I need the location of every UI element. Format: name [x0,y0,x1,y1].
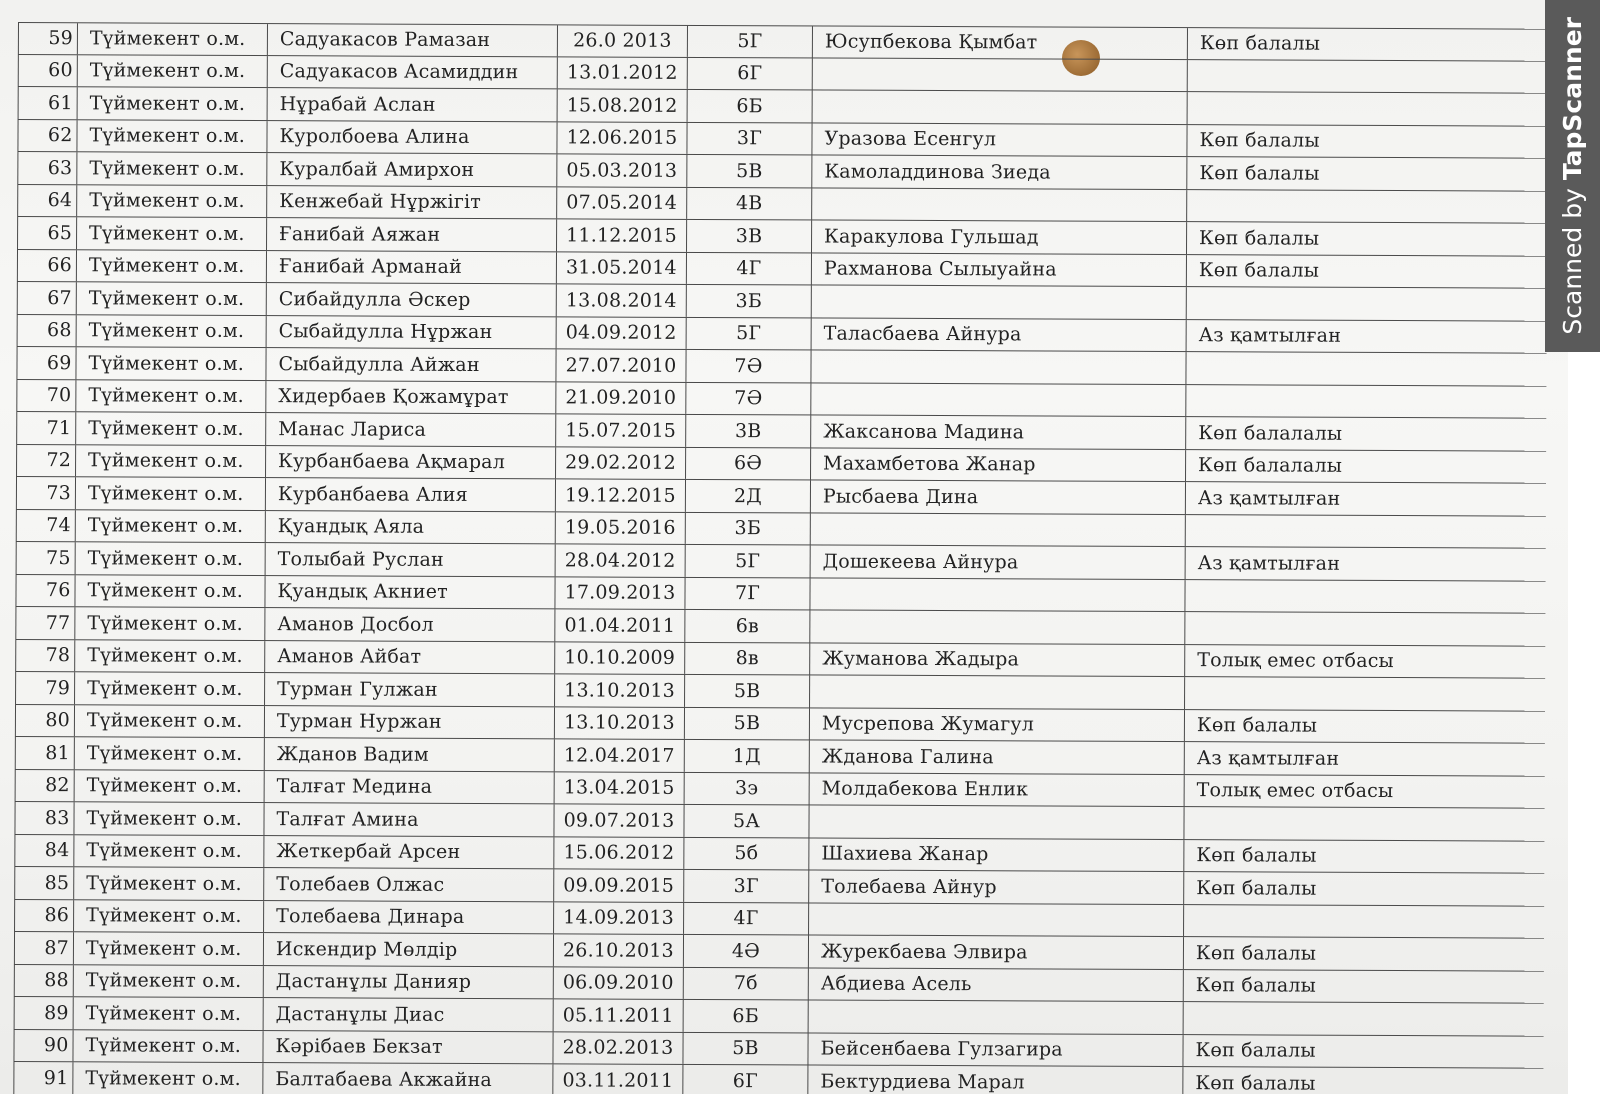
family-category-cell: Аз қамтылған [1198,324,1342,348]
birth-date-cell: 29.02.2012 [556,447,686,479]
parent-name-cell [812,188,1187,221]
student-name-cell: Талғат Медина [265,771,555,804]
locality-cell: Түймекент о.м. [73,1030,263,1062]
student-name-cell: Қуандық Аяла [266,511,556,544]
student-name-cell: Толыбай Руслан [266,543,556,576]
locality-cell: Түймекент о.м. [74,835,264,867]
student-name-cell: Нұрабай Аслан [268,88,558,121]
parent-name-cell: Журекбаева Элвира [809,935,1184,968]
family-category-cell: Көп балалы [1199,32,1321,55]
parent-name-cell: Таласбаева Айнура [812,318,1187,351]
row-number: 87 [14,932,74,964]
student-name-cell: Садуакасов Рамазан [268,24,558,56]
locality-cell: Түймекент о.м. [76,477,266,509]
class-cell: 7Ә [686,382,811,414]
student-name-cell: Хидербаев Қожамұрат [266,381,556,414]
scanner-watermark [1545,0,1600,352]
locality-cell: Түймекент о.м. [78,55,268,87]
birth-date-cell: 13.10.2013 [555,707,685,739]
student-name-cell: Дастанұлы Диас [264,998,554,1031]
parent-name-cell: Юсупбекова Қымбат [813,26,1188,58]
birth-date-cell: 17.09.2013 [555,577,685,609]
student-name-cell: Курбанбаева Алия [266,478,556,511]
locality-cell: Түймекент о.м. [76,445,266,477]
birth-date-cell: 09.09.2015 [554,869,684,901]
family-category-cell [1187,190,1547,223]
class-cell: 5Г [686,545,811,577]
family-category-cell [1184,807,1544,840]
parent-name-cell: Шахиева Жанар [809,838,1184,871]
locality-cell: Түймекент о.м. [74,932,264,964]
class-cell: 4Г [687,252,812,284]
birth-date-cell: 19.05.2016 [556,512,686,544]
student-name-cell: Турман Нуржан [265,706,555,739]
birth-date-cell: 26.10.2013 [554,934,684,966]
locality-cell: Түймекент о.м. [73,1062,263,1094]
parent-name-cell: Абдиева Асель [809,968,1184,1001]
class-cell: 5Г [688,26,813,57]
birth-date-cell: 04.09.2012 [557,317,687,349]
locality-cell: Түймекент о.м. [75,575,265,607]
family-category-cell [1185,677,1545,710]
locality-cell: Түймекент о.м. [74,867,264,899]
birth-date-cell: 12.06.2015 [557,122,687,154]
row-number: 82 [15,769,75,801]
locality-cell: Түймекент о.м. [76,412,266,444]
student-name-cell: Курбанбаева Ақмарал [266,446,556,479]
birth-date-cell: 13.10.2013 [555,674,685,706]
student-name-cell: Сыбайдулла Нұржан [267,316,557,349]
class-cell: 5В [685,707,810,739]
birth-date-cell: 31.05.2014 [557,252,687,284]
family-category-cell [1187,287,1547,320]
row-number: 88 [14,964,74,996]
row-number: 69 [16,347,76,379]
locality-cell: Түймекент о.м. [75,640,265,672]
family-category-cell: Көп балалы [1196,844,1317,867]
birth-date-cell: 06.09.2010 [554,967,684,999]
birth-date-cell: 14.09.2013 [554,902,684,934]
class-cell: 1Д [685,740,810,772]
row-number: 72 [16,444,76,476]
row-number: 75 [16,542,76,574]
student-name-cell: Талғат Амина [264,803,554,836]
locality-cell: Түймекент о.м. [74,802,264,834]
family-category-cell: Аз қамтылған [1197,551,1341,575]
table-row [13,1062,1543,1094]
row-number: 63 [17,152,77,184]
locality-cell: Түймекент о.м. [77,120,267,152]
row-number: 73 [16,477,76,509]
class-cell: 3Б [687,285,812,317]
class-cell: 7Ә [686,350,811,382]
birth-date-cell: 09.07.2013 [554,804,684,836]
locality-cell: Түймекент о.м. [76,510,266,542]
locality-cell: Түймекент о.м. [75,672,265,704]
birth-date-cell: 07.05.2014 [557,187,687,219]
locality-cell: Түймекент о.м. [78,23,268,54]
class-cell: 5В [683,1032,808,1064]
row-number: 67 [17,282,77,314]
student-name-cell: Балтабаева Акжайна [263,1063,553,1094]
student-name-cell: Манас Лариса [266,413,556,446]
birth-date-cell: 10.10.2009 [555,642,685,674]
student-name-cell: Куралбай Амирхон [267,153,557,186]
birth-date-cell: 28.04.2012 [556,544,686,576]
parent-name-cell [809,1000,1184,1033]
row-number: 84 [14,834,74,866]
student-name-cell: Толебаев Олжас [264,868,554,901]
family-category-cell: Аз қамтылған [1197,486,1341,510]
birth-date-cell: 05.11.2011 [554,999,684,1031]
class-cell: 5б [684,837,809,869]
locality-cell: Түймекент о.м. [77,217,267,249]
family-category-cell [1185,580,1545,613]
row-number: 83 [14,802,74,834]
student-name-cell: Аманов Айбат [265,641,555,674]
family-category-cell [1184,1002,1544,1035]
parent-name-cell: Бейсенбаева Гулзагира [808,1033,1183,1066]
family-category-cell: Көп балалы [1195,1039,1316,1062]
row-number: 65 [17,217,77,249]
student-table [13,22,1548,1094]
student-name-cell: Садуакасов Асамиддин [268,56,558,89]
row-number: 85 [14,867,74,899]
row-number: 60 [18,54,78,86]
parent-name-cell [810,610,1185,643]
parent-name-cell: Жаксанова Мадина [811,415,1186,448]
row-number: 70 [16,379,76,411]
locality-cell: Түймекент о.м. [76,380,266,412]
family-category-cell: Көп балалы [1195,1071,1316,1094]
row-number: 90 [13,1029,73,1061]
class-cell: 4Ә [684,935,809,967]
parent-name-cell [812,285,1187,318]
row-number: 77 [15,607,75,639]
locality-cell: Түймекент о.м. [75,770,265,802]
parent-name-cell [810,578,1185,611]
row-number: 78 [15,639,75,671]
birth-date-cell: 28.02.2013 [553,1032,683,1064]
student-name-cell: Сибайдулла Әскер [267,283,557,316]
locality-cell: Түймекент о.м. [75,705,265,737]
parent-name-cell: Рысбаева Дина [811,480,1186,513]
birth-date-cell: 27.07.2010 [556,349,686,381]
class-cell: 3В [686,415,811,447]
locality-cell: Түймекент о.м. [75,607,265,639]
class-cell: 4В [687,187,812,219]
student-name-cell: Қуандық Акниет [265,576,555,609]
row-number: 79 [15,672,75,704]
family-category-cell: Көп балалы [1199,161,1320,185]
row-number: 76 [15,574,75,606]
locality-cell: Түймекент о.м. [77,152,267,184]
family-category-cell: Толық емес отбасы [1197,649,1394,673]
class-cell: 6Г [683,1065,808,1094]
student-name-cell: Кенжебай Нұржігіт [267,186,557,219]
class-cell: 3Б [686,512,811,544]
class-cell: 6Б [688,90,813,122]
parent-name-cell [809,903,1184,936]
student-name-cell: Толебаева Динара [264,901,554,934]
birth-date-cell: 15.08.2012 [558,89,688,121]
class-cell: 5А [684,805,809,837]
row-number: 81 [15,737,75,769]
birth-date-cell: 19.12.2015 [556,479,686,511]
family-category-cell: Көп балалалы [1198,421,1343,445]
locality-cell: Түймекент о.м. [77,315,267,347]
row-number: 74 [16,509,76,541]
parent-name-cell: Жданова Галина [810,740,1185,773]
family-category-cell [1186,385,1546,418]
parent-name-cell [811,513,1186,546]
class-cell: 5Г [687,317,812,349]
class-cell: 3В [687,220,812,252]
student-name-cell: Ғанибай Арманай [267,251,557,284]
family-category-cell [1185,612,1545,645]
student-name-cell: Ғанибай Аяжан [267,218,557,251]
locality-cell: Түймекент о.м. [74,997,264,1029]
class-cell: 4Г [684,902,809,934]
birth-date-cell: 11.12.2015 [557,219,687,251]
class-cell: 6в [685,610,810,642]
parent-name-cell: Рахманова Сылыуайна [812,253,1187,286]
locality-cell: Түймекент о.м. [74,965,264,997]
birth-date-cell: 12.04.2017 [555,739,685,771]
student-name-cell: Искендир Мөлдір [264,933,554,966]
class-cell: 3э [685,772,810,804]
family-category-cell: Көп балалы [1195,974,1317,997]
class-cell: 3Г [687,122,812,154]
student-name-cell: Дастанұлы Данияр [264,966,554,999]
student-name-cell: Аманов Досбол [265,608,555,641]
birth-date-cell: 05.03.2013 [557,154,687,186]
locality-cell: Түймекент о.м. [77,185,267,217]
parent-name-cell: Жуманова Жадыра [810,643,1185,676]
parent-name-cell: Толебаева Айнур [809,870,1184,903]
parent-name-cell [813,58,1188,91]
parent-name-cell: Махамбетова Жанар [811,448,1186,481]
class-cell: 6Г [688,57,813,89]
family-category-cell: Көп балалалы [1198,454,1343,478]
row-number: 59 [18,23,78,54]
family-category-cell: Көп балалы [1198,259,1320,282]
student-name-cell: Куролбоева Алина [267,121,557,154]
birth-date-cell: 15.06.2012 [554,837,684,869]
family-category-cell: Көп балалы [1195,941,1317,965]
locality-cell: Түймекент о.м. [76,347,266,379]
student-name-cell: Жданов Вадим [265,738,555,771]
birth-date-cell: 13.01.2012 [558,57,688,89]
row-number: 64 [17,184,77,216]
family-category-cell: Көп балалы [1196,876,1317,900]
class-cell: 6Ә [686,447,811,479]
parent-name-cell [811,350,1186,383]
family-category-cell [1186,515,1546,548]
locality-cell: Түймекент о.м. [75,737,265,769]
family-category-cell: Көп балалы [1199,226,1320,250]
parent-name-cell: Бектурдиева Марал [808,1065,1183,1094]
class-cell: 3Г [684,870,809,902]
parent-name-cell: Молдабекова Енлик [810,773,1185,806]
row-number: 86 [14,899,74,931]
student-name-cell: Кәрібаев Бекзат [263,1031,553,1064]
class-cell: 2Д [686,480,811,512]
parent-name-cell: Уразова Есенгул [812,123,1187,156]
birth-date-cell: 13.04.2015 [555,772,685,804]
student-name-cell: Жеткербай Арсен [264,836,554,869]
scanner-label: Scanned by TapScanner [1558,17,1587,335]
family-category-cell: Көп балалы [1196,714,1318,737]
student-name-cell: Сыбайдулла Айжан [266,348,556,381]
class-cell: 7Г [685,577,810,609]
locality-cell: Түймекент о.м. [77,282,267,314]
family-category-cell: Толық емес отбасы [1196,779,1394,803]
locality-cell: Түймекент о.м. [74,900,264,932]
student-name-cell: Турман Гулжан [265,673,555,706]
class-cell: 5В [685,675,810,707]
parent-name-cell: Мусрепова Жумагул [810,708,1185,741]
parent-name-cell: Камоладдинова Зиеда [812,155,1187,188]
birth-date-cell: 26.0 2013 [558,25,688,56]
locality-cell: Түймекент о.м. [77,250,267,282]
row-number: 71 [16,412,76,444]
family-category-cell: Көп балалы [1199,129,1320,152]
birth-date-cell: 01.04.2011 [555,609,685,641]
birth-date-cell: 21.09.2010 [556,382,686,414]
parent-name-cell: Дошекеева Айнура [811,545,1186,578]
row-number: 91 [13,1062,73,1094]
birth-date-cell: 15.07.2015 [556,414,686,446]
row-number: 68 [17,314,77,346]
class-cell: 7б [684,967,809,999]
family-category-cell: Аз қамтылған [1196,746,1340,770]
birth-date-cell: 13.08.2014 [557,284,687,316]
class-cell: 8в [685,642,810,674]
row-number: 66 [17,249,77,281]
row-number: 62 [17,119,77,151]
family-category-cell [1184,905,1544,938]
class-cell: 5В [687,155,812,187]
parent-name-cell [810,675,1185,708]
locality-cell: Түймекент о.м. [78,87,268,119]
row-number: 80 [15,704,75,736]
family-category-cell [1186,352,1546,385]
class-cell: 6Б [684,1000,809,1032]
parent-name-cell: Каракулова Гульшад [812,220,1187,253]
parent-name-cell [811,383,1186,416]
family-category-cell [1188,60,1548,93]
family-category-cell [1188,92,1548,125]
parent-name-cell [809,805,1184,838]
row-number: 61 [18,87,78,119]
parent-name-cell [813,90,1188,123]
row-number: 89 [14,997,74,1029]
locality-cell: Түймекент о.м. [76,542,266,574]
birth-date-cell: 03.11.2011 [553,1064,683,1094]
